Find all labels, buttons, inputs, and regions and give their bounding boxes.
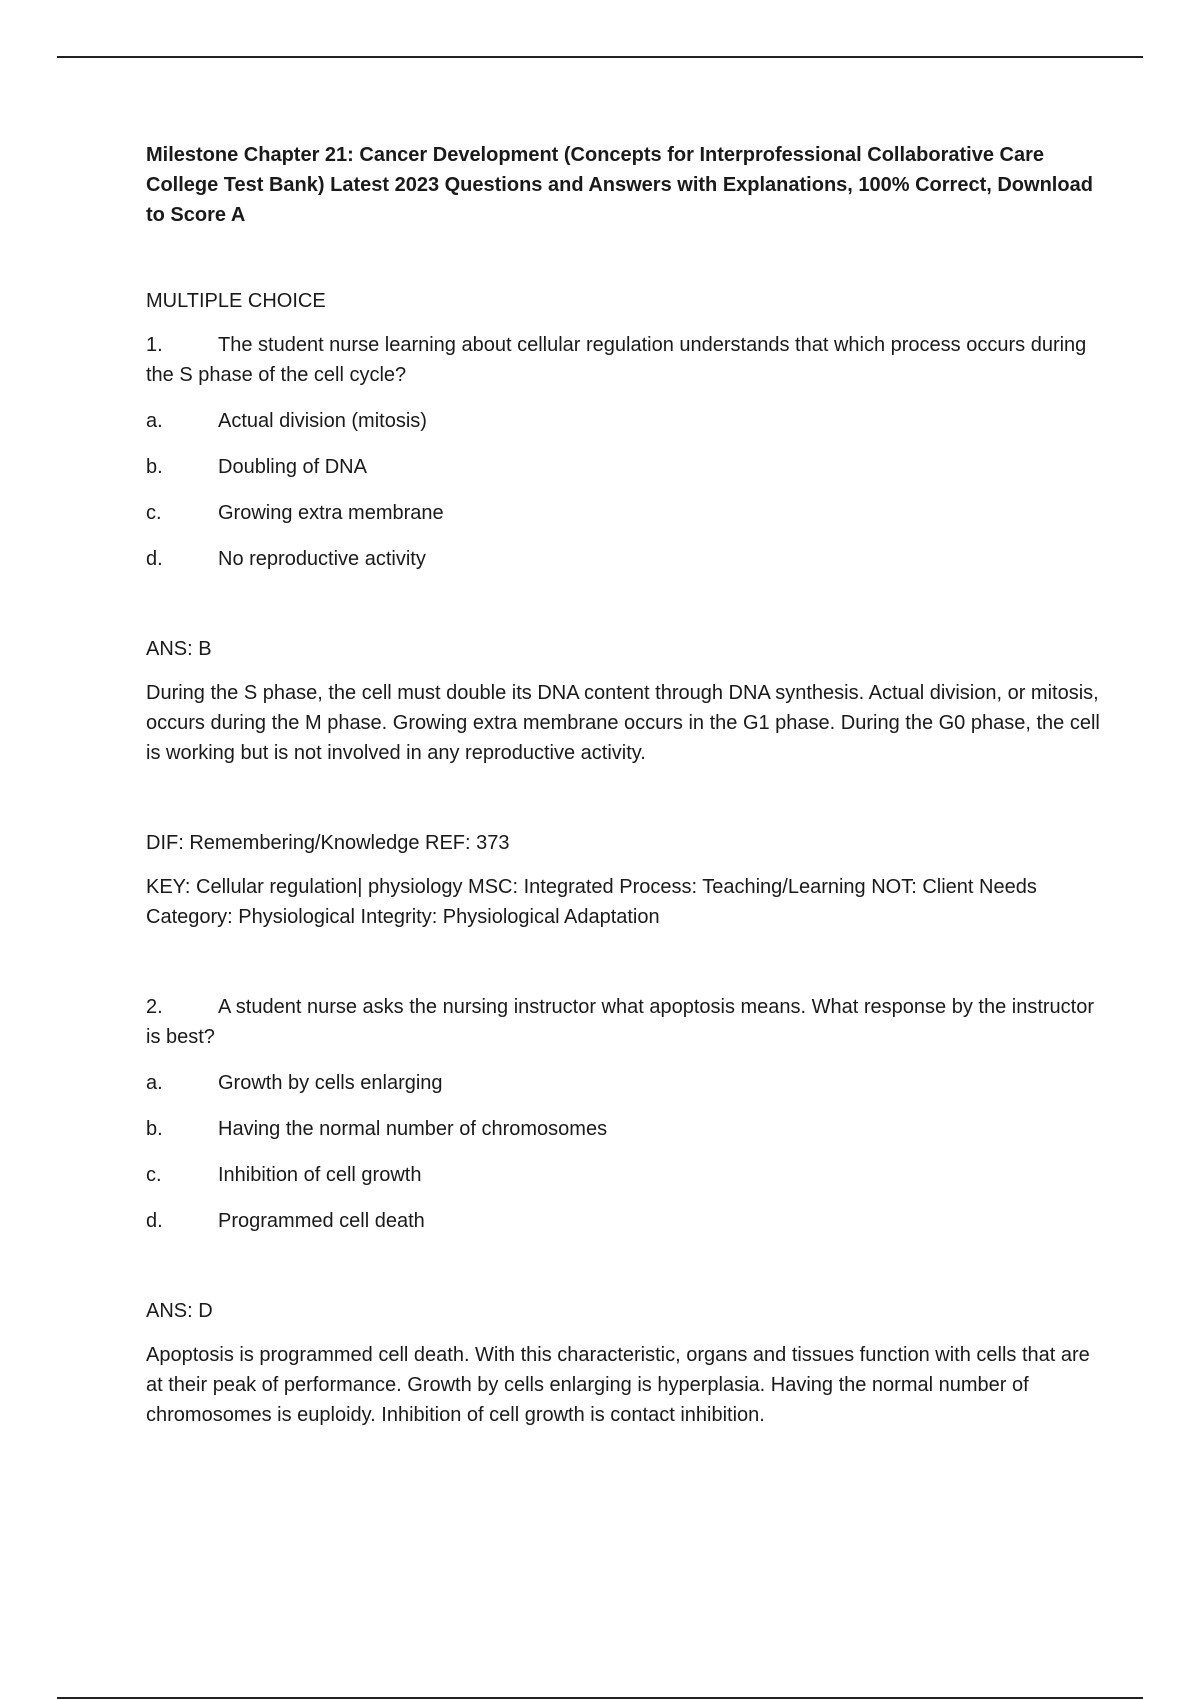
option-c bbox=[146, 1160, 1106, 1190]
option-letter: c. bbox=[146, 502, 162, 524]
option-d bbox=[146, 1206, 1106, 1236]
option-letter: c. bbox=[146, 1164, 162, 1186]
option-letter: d. bbox=[146, 1210, 163, 1232]
document-body bbox=[146, 140, 1106, 1430]
option-text: Growth by cells enlarging bbox=[218, 1072, 443, 1094]
option-a bbox=[146, 1068, 1106, 1098]
question-text: A student nurse asks the nursing instructor what apoptosis means. What response by the instructor is best? bbox=[146, 996, 1095, 1048]
question-2 bbox=[146, 992, 1106, 1430]
option-letter: a. bbox=[146, 1072, 163, 1094]
section-heading: MULTIPLE CHOICE bbox=[146, 290, 326, 312]
question-1 bbox=[146, 330, 1106, 932]
question-text: The student nurse learning about cellular regulation understands that which process occurs during the S phase of the cell cycle? bbox=[146, 334, 1087, 386]
option-text: Doubling of DNA bbox=[218, 456, 367, 478]
option-letter: b. bbox=[146, 1118, 163, 1140]
option-letter: b. bbox=[146, 456, 163, 478]
answer-label: ANS: B bbox=[146, 638, 212, 660]
option-text: Programmed cell death bbox=[218, 1210, 425, 1232]
option-text: Having the normal number of chromosomes bbox=[218, 1118, 608, 1140]
answer-label: ANS: D bbox=[146, 1300, 213, 1322]
option-list bbox=[146, 406, 1106, 574]
question-2-stem bbox=[146, 992, 1106, 1052]
option-b bbox=[146, 452, 1106, 482]
option-list bbox=[146, 1068, 1106, 1236]
top-rule bbox=[57, 56, 1143, 58]
option-letter: a. bbox=[146, 410, 163, 432]
answer-explanation: Apoptosis is programmed cell death. With this characteristic, organs and tissues function with cells that are at their peak of performance. Growth by cells enlarging is hyperplasia. Having the normal number of chromosomes is euploidy. Inhibition of cell growth is contact inhibition. bbox=[146, 1344, 1090, 1426]
option-a bbox=[146, 406, 1106, 436]
option-c bbox=[146, 498, 1106, 528]
question-number: 1. bbox=[146, 334, 163, 356]
difficulty-reference: DIF: Remembering/Knowledge REF: 373 bbox=[146, 832, 510, 854]
option-text: Inhibition of cell growth bbox=[218, 1164, 422, 1186]
option-b bbox=[146, 1114, 1106, 1144]
option-d bbox=[146, 544, 1106, 574]
question-1-stem bbox=[146, 330, 1106, 390]
option-letter: d. bbox=[146, 548, 163, 570]
option-text: Growing extra membrane bbox=[218, 502, 444, 524]
option-text: No reproductive activity bbox=[218, 548, 426, 570]
question-number: 2. bbox=[146, 996, 163, 1018]
answer-explanation: During the S phase, the cell must double its DNA content through DNA synthesis. Actual division, or mitosis, occurs during the M phase. Growing extra membrane occurs in the G1 phase. During the G0 phase, the cell is working but is not involved in any reproductive activity. bbox=[146, 682, 1100, 764]
key-metadata: KEY: Cellular regulation| physiology MSC: Integrated Process: Teaching/Learning NOT: Client Needs Category: Physiological Integrity: Physiological Adaptation bbox=[146, 876, 1037, 928]
bottom-rule bbox=[57, 1697, 1143, 1699]
option-text: Actual division (mitosis) bbox=[218, 410, 427, 432]
document-title: Milestone Chapter 21: Cancer Development (Concepts for Interprofessional Collaborative Care College Test Bank) Latest 2023 Questions and Answers with Explanations, 100% Correct, Download to Score A bbox=[146, 144, 1093, 226]
